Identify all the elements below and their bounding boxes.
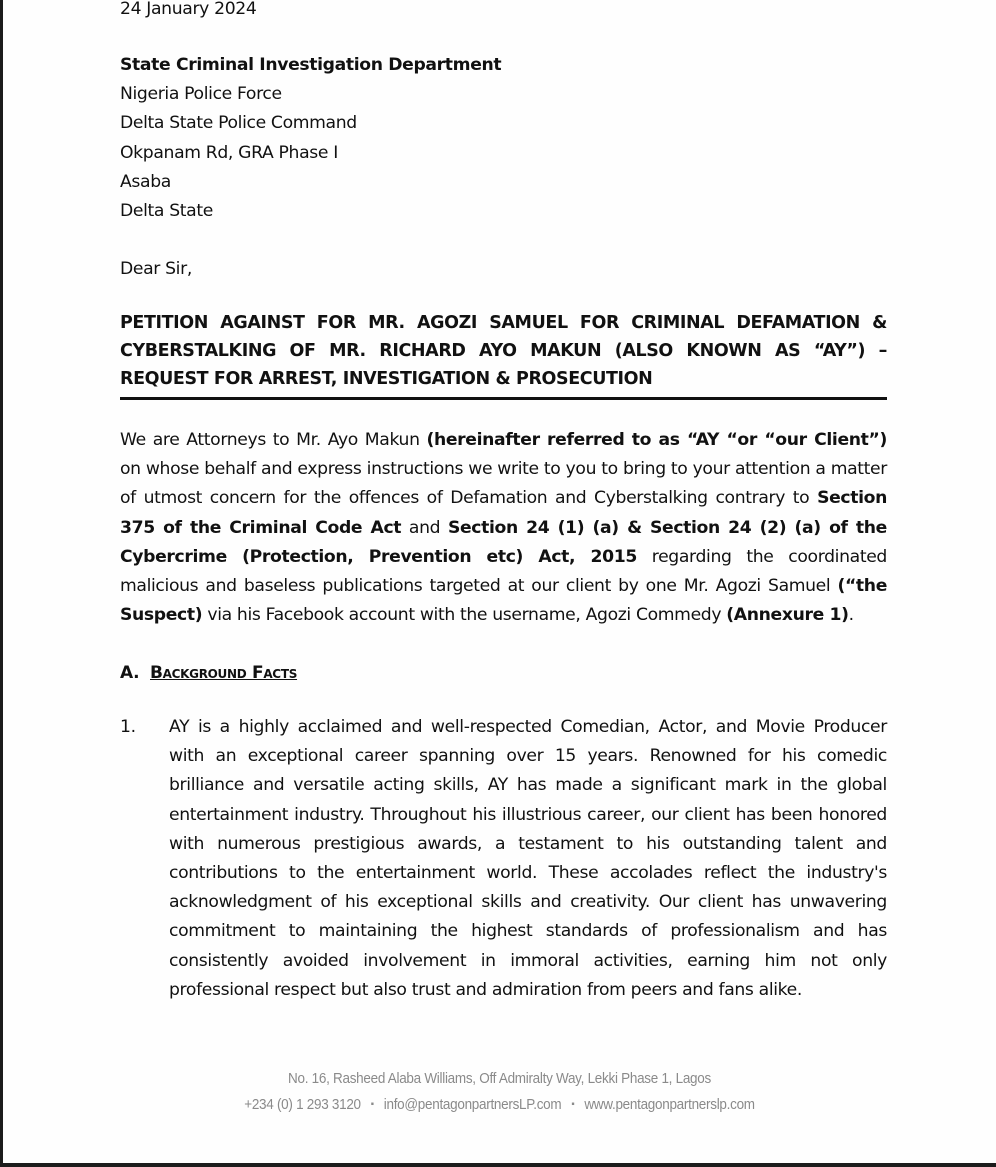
intro-text: We are Attorneys to Mr. Ayo Makun bbox=[120, 430, 427, 450]
letterhead-footer bbox=[38, 1066, 961, 1118]
footer-email: info@pentagonpartnersLP.com bbox=[383, 1097, 562, 1113]
salutation: Dear Sir, bbox=[120, 259, 192, 279]
intro-bold-text: (Annexure 1) bbox=[726, 605, 849, 626]
recipient-line: Okpanam Rd, GRA Phase I bbox=[120, 142, 338, 163]
intro-text: regarding the coordinated malicious and baseless publications targeted at our client by one Mr. Agozi Samuel bbox=[120, 546, 887, 597]
letter-page bbox=[3, 0, 996, 1163]
recipient-department: State Criminal Investigation Department bbox=[120, 55, 502, 75]
section-heading-a bbox=[120, 659, 297, 688]
paragraph-number: 1. bbox=[120, 717, 136, 737]
intro-text: on whose behalf and express instructions we write to you to bring to your attention a matter of utmost concern for the offences of Defamation and Cyberstalking contrary to bbox=[120, 459, 887, 509]
footer-website: www.pentagonpartnerslp.com bbox=[584, 1097, 755, 1113]
subject-heading: PETITION AGAINST FOR MR. AGOZI SAMUEL FOR CRIMINAL DEFAMATION & CYBERSTALKING OF MR. RICHARD AYO MAKUN (ALSO KNOWN AS “AY”) – REQUEST FOR ARREST, INVESTIGATION & PROSECUTION bbox=[120, 309, 887, 400]
letter-date: 24 January 2024 bbox=[120, 0, 257, 19]
intro-bold-text: (“the Suspect) bbox=[120, 576, 887, 626]
intro-bold-text: (hereinafter referred to as “AY “or “our Client”) bbox=[426, 430, 887, 450]
intro-text: via his Facebook account with the username, Agozi Commedy bbox=[202, 605, 727, 626]
recipient-line: Nigeria Police Force bbox=[120, 84, 282, 105]
section-title: Background Facts bbox=[150, 663, 298, 683]
bullet-separator-icon: ▪ bbox=[370, 1099, 374, 1111]
footer-contacts bbox=[38, 1092, 961, 1118]
footer-phone: +234 (0) 1 293 3120 bbox=[244, 1097, 361, 1113]
recipient-line: Delta State bbox=[120, 201, 213, 222]
intro-bold-text: Section 24 (1) (a) & Section 24 (2) (a) of the Cybercrime (Protection, Prevention etc) Act, 2015 bbox=[120, 517, 887, 567]
intro-paragraph bbox=[120, 426, 887, 630]
intro-text: . bbox=[848, 605, 854, 626]
intro-bold-text: Section 375 of the Criminal Code Act bbox=[120, 488, 887, 538]
section-label: A. bbox=[120, 663, 140, 683]
footer-address: No. 16, Rasheed Alaba Williams, Off Admiralty Way, Lekki Phase 1, Lagos bbox=[288, 1071, 711, 1087]
recipient-line: Delta State Police Command bbox=[120, 113, 357, 134]
intro-text: and bbox=[401, 517, 448, 538]
paragraph-text: AY is a highly acclaimed and well-respected Comedian, Actor, and Movie Producer with an exceptional career spanning over 15 years. Renowned for his comedic brilliance and versatile acting skills, AY has made a significant mark in the global entertainment industry. Throughout his illustrious career, our client has been honored with numerous prestigious awards, a testament to his outstanding talent and contributions to the entertainment world. These accolades reflect the industry's acknowledgment of his exceptional skills and creativity. Our client has unwavering commitment to maintaining the highest standards of professionalism and has consistently avoided involvement in immoral activities, earning him not only professional respect but also trust and admiration from peers and fans alike. bbox=[169, 717, 887, 1000]
recipient-line: Asaba bbox=[120, 171, 171, 192]
bullet-separator-icon: ▪ bbox=[571, 1099, 575, 1111]
recipient-address bbox=[120, 51, 501, 226]
